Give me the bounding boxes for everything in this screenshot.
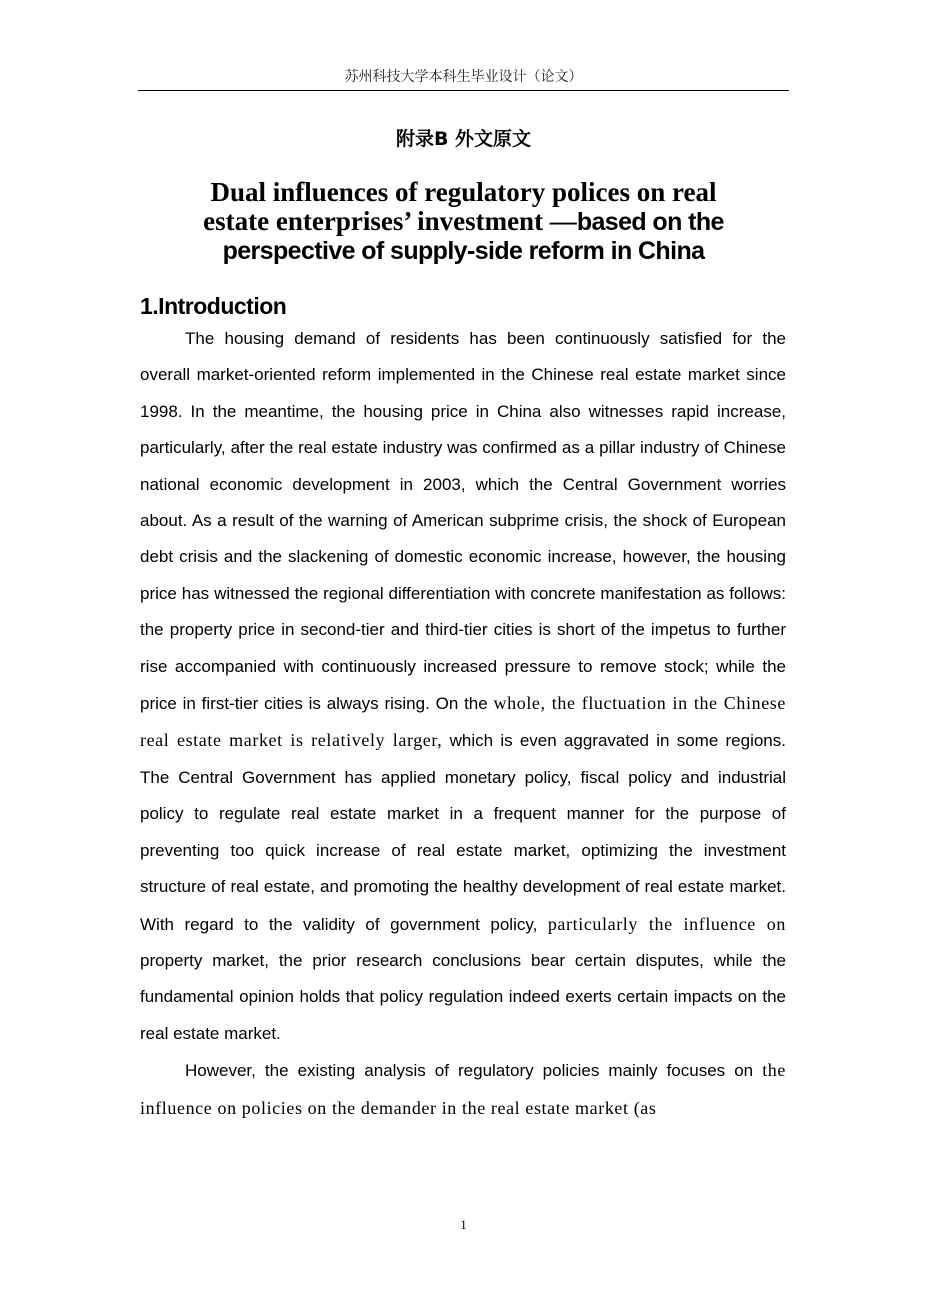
paragraph-1-part-3: which is even aggravated in some regions. The Central Government has applied monetary policy, fiscal policy and industrial policy to regulate real estate market in a frequent manner for the purpose of preventing too quick increase of real estate market, optimizing the investment structure of real estate, and promoting the healthy development of real estate market. With regard to the validity of government policy, xyxy=(140,731,786,934)
paragraph-1-part-4: particularly the influence on xyxy=(547,913,786,934)
header-rule xyxy=(138,90,789,91)
paragraph-2 xyxy=(140,1052,786,1127)
title-line-2-serif: estate enterprises’ investment — xyxy=(203,206,577,236)
section-heading: 1.Introduction xyxy=(140,293,287,319)
running-header: 苏州科技大学本科生毕业设计（论文） xyxy=(344,69,583,85)
body-text xyxy=(140,321,786,1127)
paragraph-1-part-5: property market, the prior research conclusions bear certain disputes, while the fundamental opinion holds that policy regulation indeed exerts certain impacts on the real estate market. xyxy=(140,950,786,1043)
page-number: 1 xyxy=(460,1217,467,1232)
title-line-2-sans: based on the xyxy=(576,208,724,236)
paragraph-1-part-1: The housing demand of residents has been continuously satisfied for the overall market-oriented reform implemented in the Chinese real estate market since 1998. In the meantime, the housing price in China also witnesses rapid increase, particularly, after the real estate industry was confirmed as a pillar industry of Chinese national economic development in 2003, which the Central Government worries about. As a result of the warning of American subprime crisis, the shock of European debt crisis and the slackening of domestic economic increase, however, the housing price has witnessed the regional differentiation with concrete manifestation as follows: the property price in second-tier and third-tier cities is short of the impetus to further rise accompanied with continuously increased pressure to remove stock; while the price in first-tier cities is always rising. On the xyxy=(140,329,786,714)
title-line-2 xyxy=(138,207,789,237)
paragraph-2-part-1: However, the existing analysis of regulatory policies mainly focuses on xyxy=(185,1061,754,1081)
title-line-1: Dual influences of regulatory polices on real xyxy=(210,177,717,207)
paragraph-1-part-2: whole, the fluctuation in the Chinese real estate market is relatively larger, xyxy=(140,693,786,751)
paragraph-2-part-2: the influence on policies on the demander in the real estate market (as xyxy=(140,1060,786,1118)
paragraph-1 xyxy=(140,321,786,1052)
paper-title xyxy=(138,178,789,266)
appendix-label: 附录B 外文原文 xyxy=(395,128,532,150)
title-line-3: perspective of supply-side reform in China xyxy=(222,237,705,265)
